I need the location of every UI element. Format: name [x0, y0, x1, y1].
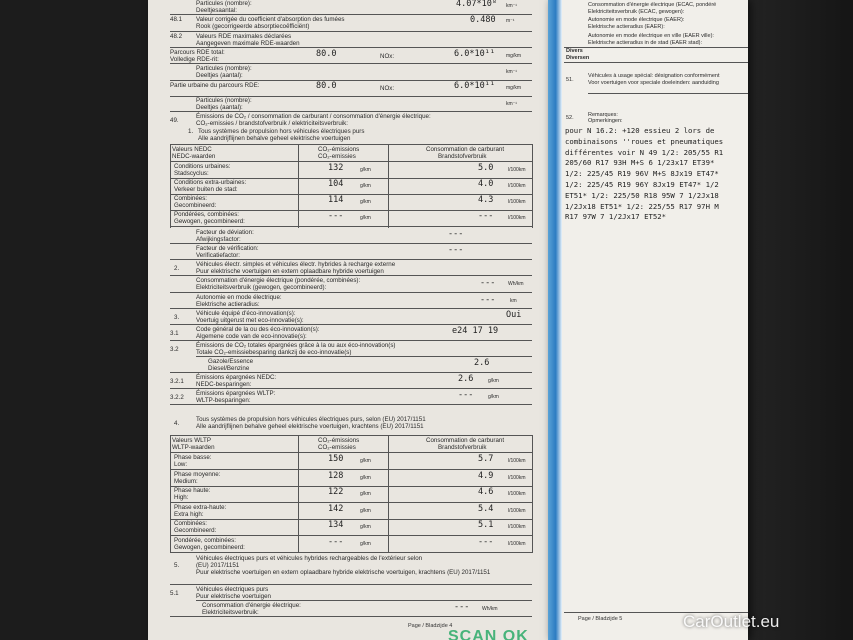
row-sublabel: Verificatiefactor: [196, 252, 241, 259]
divider [170, 47, 532, 48]
row-sublabel: Elektrische actieradius in de stad (EAER stad): [588, 39, 703, 46]
table-border [388, 435, 389, 553]
divider [170, 340, 532, 341]
wltp-fuel-unit: l/100km [508, 541, 526, 547]
wltp-co2-value: 150 [328, 454, 344, 464]
nedc-table-top [170, 144, 532, 145]
nedc-co2-value: --- [328, 211, 344, 221]
wltp-row-sublabel: High: [174, 494, 189, 501]
nedc-fuel-unit: l/100km [508, 167, 526, 173]
row-value: 0.480 [470, 15, 496, 25]
section-title: Véhicules électr. simples et véhicules électr. hybrides à recharge externe [196, 261, 396, 268]
nedc-row-sublabel: Verkeer buiten de stad: [174, 186, 238, 193]
wltp-header-co2-nl: CO₂-emissies [318, 444, 356, 451]
row-sublabel: Elektriciteitsverbruik: [202, 609, 259, 616]
right-row-eaer-city [588, 33, 714, 46]
wltp-co2-unit: g/km [360, 524, 371, 530]
row-label: Consommation d'énergie électrique (pondérée, combinées): [196, 277, 361, 284]
nox-label: NOx: [380, 85, 395, 92]
section-subtitle: Algemene code van de eco-innovatie(s): [196, 333, 307, 340]
row-label: Facteur de vérification: [196, 245, 259, 252]
nedc-row-sublabel: Gecombineerd: [174, 202, 217, 209]
row-value: --- [458, 390, 474, 400]
nedc-row-sublabel: Gewogen, gecombineerd: [174, 218, 245, 225]
divider [170, 535, 532, 536]
remarks-line: ET51* 1/2: 225/50 R18 95W 7 1/2Jx18 [565, 190, 719, 200]
wltp-row-label: Phase moyenne: [174, 471, 221, 478]
row-sublabel: Elektrische actieradius (EAER): [588, 23, 665, 30]
row-value: --- [448, 229, 464, 239]
nedc-fuel-unit: l/100km [508, 199, 526, 205]
wltp-header-col1: Valeurs WLTP [172, 437, 211, 444]
wltp-header-fuel: Consommation de carburant [426, 437, 505, 444]
row-unit: m⁻¹ [506, 18, 515, 24]
row-unit: mg/km [506, 53, 521, 59]
nedc-co2-unit: g/km [360, 215, 371, 221]
nedc-row-label: Conditions extra-urbaines: [174, 179, 247, 186]
section-title: Code général de la ou des éco-innovation(s): [196, 326, 320, 333]
wltp-row-sublabel: Gewogen, gecombineerd: [174, 544, 245, 551]
nedc-co2-value: 132 [328, 163, 344, 173]
nedc-co2-value: 114 [328, 195, 344, 205]
divider [588, 93, 748, 94]
row-label: Consommation d'énergie électrique (ECAC, pondéré [588, 2, 717, 8]
section-number: 3.1 [170, 330, 179, 337]
section-number: 3.2.1 [170, 378, 184, 385]
nedc-row-label: Combinées: [174, 195, 208, 202]
row-label: Consommation d'énergie électrique: [202, 602, 301, 609]
wltp-co2-unit: g/km [360, 491, 371, 497]
divider [170, 63, 532, 64]
scan-ok-stamp: SCAN OK [448, 628, 529, 640]
row-unit: g/km [488, 378, 499, 384]
wltp-co2-unit: g/km [360, 508, 371, 514]
row-label: Valeur corrigée du coefficient d'absorption des fumées [196, 16, 345, 23]
row-value: --- [448, 245, 464, 255]
table-border [532, 144, 533, 228]
row-sublabel: Deeltjes (aantal): [196, 104, 243, 111]
wltp-fuel-unit: l/100km [508, 508, 526, 514]
section-number: 3.2 [170, 346, 179, 353]
wltp-row-sublabel: Medium: [174, 478, 198, 485]
remarks-line: R17 97W 7 1/2Jx17 ET52* [565, 212, 667, 222]
row-label: Valeurs RDE maximales déclarées [196, 33, 292, 40]
wltp-row-label: Combinées: [174, 520, 208, 527]
nedc-row-label: Conditions urbaines: [174, 163, 231, 170]
row-unit: Wh/km [482, 606, 498, 612]
row-unit: km⁻¹ [506, 69, 517, 75]
section-subtitle: Opmerkingen: [588, 118, 623, 124]
divider [170, 308, 532, 309]
section-subtitle: Voor voertuigen voor speciale doeleinden: aanduiding [588, 80, 719, 86]
section-title: Tous systèmes de propulsion hors véhicules électriques purs, selon (EU) 2017/1151 [196, 416, 426, 423]
divers-heading [566, 48, 589, 61]
row-label: Autonomie en mode électrique (EAER): [588, 17, 685, 23]
nedc-fuel-unit: l/100km [508, 183, 526, 189]
divider [170, 388, 532, 389]
row-sublabel: Volledige RDE-rit: [170, 56, 219, 63]
row-sublabel: Elektrische actieradius: [196, 301, 260, 308]
wltp-co2-value: 122 [328, 487, 344, 497]
nedc-header-col1-nl: NEDC-waarden [172, 153, 216, 160]
section-title: Tous systèmes de propulsion hors véhicules électriques purs [198, 128, 365, 135]
divider [170, 111, 532, 112]
watermark-tld: .eu [755, 612, 780, 631]
document-page-4 [148, 0, 548, 640]
wltp-row-label: Pondérée, combinées: [174, 537, 236, 544]
wltp-co2-value: --- [328, 537, 344, 547]
divider [170, 552, 532, 553]
wltp-header-co2: CO₂-émissions [318, 437, 360, 444]
section-number: 5.1 [170, 590, 179, 597]
eco-code-value: e24 17 19 [452, 326, 499, 336]
row-label: Particules (nombre): [196, 97, 252, 104]
remarks-line: combinaisons ''roues et pneumatiques [565, 136, 724, 146]
row-unit: mg/km [506, 85, 521, 91]
wltp-fuel-unit: l/100km [508, 458, 526, 464]
row-label: Parcours RDE total: [170, 49, 225, 56]
wltp-fuel-value: --- [478, 537, 494, 547]
section-title: Véhicule équipé d'éco-innovation(s): [196, 310, 296, 317]
wltp-fuel-value: 4.9 [478, 471, 494, 481]
eco-innovation-value: Oui [506, 310, 522, 320]
section-title: Véhicules à usage spécial: désignation conformément [588, 73, 720, 79]
row-number: 48.2 [170, 33, 183, 40]
nedc-row-label: Pondérées, combinées: [174, 211, 240, 218]
row-label: Autonomie en mode électrique: [196, 294, 282, 301]
divider [170, 372, 532, 373]
wltp-fuel-unit: l/100km [508, 524, 526, 530]
section-number: 51. [566, 77, 574, 83]
divider [196, 356, 532, 357]
row-value: 80.0 [316, 81, 337, 91]
divider [170, 452, 532, 453]
nedc-header-fuel: Consommation de carburant [426, 146, 505, 153]
wltp-row-label: Phase extra-haute: [174, 504, 227, 511]
section-title: Véhicules électriques purs [196, 586, 269, 593]
divider [564, 47, 748, 48]
remarks-line: différentes voir N 49 1/2: 205/55 R1 [565, 147, 724, 157]
caroutlet-watermark [683, 612, 779, 632]
row-value: 2.6 [458, 374, 474, 384]
section-subtitle: Alle aandrijflijnen behalve geheel elektrische voertuigen [198, 135, 351, 142]
section-title: Émissions épargnées NEDC: [196, 374, 277, 381]
row-label: Particules (nombre): [196, 0, 252, 7]
remarks-line: pour N 16.2: +120 essieu 2 lors de [565, 126, 715, 135]
nedc-header-co2: CO₂-émissions [318, 146, 360, 153]
divider [170, 161, 532, 162]
row-label: Gazole/Essence [208, 358, 254, 365]
section-number: 3. [174, 314, 180, 321]
section-subtitle: Puur elektrische voertuigen en extern oplaadbare hybride elektrische voertuigen, krachtens (EU) 2017/1151 [196, 569, 491, 576]
document-page-5 [548, 0, 748, 640]
wltp-fuel-unit: l/100km [508, 475, 526, 481]
page-footer: Page / Bladzijde 5 [578, 616, 623, 622]
right-row-eaer [588, 17, 684, 30]
row-unit: km⁻¹ [506, 3, 517, 9]
wltp-row-label: Phase basse: [174, 454, 212, 461]
section-subtitle: CO₂-emissies / brandstofverbruik / elektriciteitsverbruik: [196, 120, 348, 127]
nedc-fuel-value: 4.0 [478, 179, 494, 189]
wltp-table-top [170, 435, 532, 436]
divider [170, 324, 532, 325]
divider [170, 259, 532, 260]
divider [170, 584, 532, 585]
wltp-fuel-value: 5.7 [478, 454, 494, 464]
nox-value: 6.0*10¹¹ [454, 81, 495, 91]
row-sublabel: Elektriciteitsverbruik (ECAC, gewogen): [588, 8, 685, 15]
nedc-fuel-unit: l/100km [508, 215, 526, 221]
blue-margin-strip [548, 0, 562, 640]
section-subtitle: NEDC-besparingen: [196, 381, 252, 388]
row-sublabel: Afwijkingsfactor: [196, 236, 241, 243]
wltp-fuel-value: 4.6 [478, 487, 494, 497]
row-value: 4.07*10⁸ [456, 0, 497, 9]
row-label: Facteur de déviation: [196, 229, 254, 236]
section-number: 4. [174, 420, 180, 427]
nedc-co2-unit: g/km [360, 199, 371, 205]
row-unit: g/km [488, 394, 499, 400]
section-subtitle: Puur elektrische voertuigen [196, 593, 271, 600]
table-border [298, 435, 299, 553]
section-subtitle: Totale CO₂-emissiebesparing dankzij de eco-innovatie(s) [196, 349, 352, 356]
wltp-fuel-unit: l/100km [508, 491, 526, 497]
right-row-ecac [588, 2, 716, 15]
table-border [532, 435, 533, 553]
wltp-co2-value: 134 [328, 520, 344, 530]
row-label: Autonomie en mode électrique en ville (EAER ville): [588, 33, 714, 39]
divider [196, 600, 532, 601]
section-number: 52. [566, 115, 574, 121]
nox-label: NOx: [380, 53, 395, 60]
row-number: 48.1 [170, 16, 183, 23]
background-right [748, 0, 853, 640]
section-number: 3.2.2 [170, 394, 184, 401]
row-value: 2.6 [474, 358, 490, 368]
nox-value: 6.0*10¹¹ [454, 49, 495, 59]
table-border [298, 144, 299, 228]
wltp-row-sublabel: Gecombineerd: [174, 527, 217, 534]
row-value: --- [480, 278, 496, 288]
row-unit: Wh/km [508, 281, 524, 287]
nedc-co2-unit: g/km [360, 183, 371, 189]
wltp-co2-unit: g/km [360, 541, 371, 547]
section-title: Véhicules électriques purs et véhicules hybrides rechargeables de l'extérieur selon (EU) 2017/1151 [196, 555, 423, 569]
section-title: Émissions épargnées WLTP: [196, 390, 276, 397]
row-sublabel: Deeltjes (aantal): [196, 72, 243, 79]
nedc-header-co2-nl: CO₂-emissies [318, 153, 356, 160]
nedc-co2-value: 104 [328, 179, 344, 189]
row-label: Partie urbaine du parcours RDE: [170, 82, 260, 89]
remarks-line: 1/2: 225/45 R19 96V M+S 8Jx19 ET47* [565, 169, 719, 179]
row-unit: km [510, 298, 517, 304]
row-value: --- [480, 295, 496, 305]
wltp-fuel-value: 5.1 [478, 520, 494, 530]
divers-label: Divers [566, 48, 583, 54]
divider [170, 616, 532, 617]
section-number: 2. [174, 265, 180, 272]
row-sublabel: Aangegeven maximale RDE-waarden [196, 40, 300, 47]
section-title: Remarques: [588, 112, 618, 118]
remarks-line: 1/2: 225/45 R19 96Y 8Jx19 ET47* 1/2 [565, 180, 719, 189]
table-border [170, 144, 171, 228]
wltp-header-col1-nl: WLTP-waarden [172, 444, 215, 451]
nedc-header-col1: Valeurs NEDC [172, 146, 212, 153]
divider [170, 226, 532, 227]
wltp-row-sublabel: Low: [174, 461, 188, 468]
divider [170, 31, 532, 32]
section-subtitle: WLTP-besparingen: [196, 397, 251, 404]
section-title: Émissions de CO₂ totales épargnées grâce à la ou aux éco-innovation(s) [196, 342, 396, 349]
section-number: 5. [174, 562, 180, 569]
row-sublabel: Rook (gecorrigeerde absorptiecoëfficiënt) [196, 23, 310, 30]
page-footer: Page / Bladzijde 4 [408, 623, 453, 629]
row-sublabel: Deeltjesaantal: [196, 7, 237, 14]
wltp-co2-value: 142 [328, 504, 344, 514]
wltp-row-label: Phase haute: [174, 487, 211, 494]
row-value: 80.0 [316, 49, 337, 59]
divider [170, 243, 532, 244]
row-sublabel: Diesel/Benzine [208, 365, 250, 372]
wltp-header-fuel-nl: Brandstofverbruik [438, 444, 487, 451]
section-subtitle: Voertuig uitgerust met eco-innovatie(s): [196, 317, 304, 324]
section-subtitle: Puur elektrische voertuigen en extern oplaadbare hybride voertuigen [196, 268, 384, 275]
table-border [388, 144, 389, 228]
divider [170, 404, 532, 405]
watermark-brand: CarOutlet [683, 612, 756, 631]
wltp-fuel-value: 5.4 [478, 504, 494, 514]
nedc-fuel-value: --- [478, 211, 494, 221]
section-subtitle: Alle aandrijflijnen behalve geheel elektrische voertuigen, krachtens (EU) 2017/1151 [196, 423, 424, 430]
wltp-row-sublabel: Extra high: [174, 511, 204, 518]
section-number: 1. [188, 128, 194, 135]
remarks-line: 205/60 R17 93H M+S 6 1/23x17 ET39* [565, 158, 715, 168]
row-sublabel: Elektriciteitsverbruik (gewogen, gecombineerd): [196, 284, 327, 291]
section-title: Émissions de CO₂ / consommation de carburant / consommation d'énergie électrique: [196, 113, 431, 120]
nedc-row-sublabel: Stadscyclus: [174, 170, 209, 177]
divider [170, 469, 532, 470]
nedc-fuel-value: 4.3 [478, 195, 494, 205]
nedc-co2-unit: g/km [360, 167, 371, 173]
row-value: --- [454, 602, 470, 612]
table-border [170, 435, 171, 553]
diversen-label: Diversen [566, 54, 590, 61]
wltp-co2-unit: g/km [360, 458, 371, 464]
wltp-co2-value: 128 [328, 471, 344, 481]
divider [170, 502, 532, 503]
divider [170, 292, 532, 293]
wltp-co2-unit: g/km [360, 475, 371, 481]
remarks-line: 1/2Jx18 ET51* 1/2: 225/55 R17 97H M [565, 201, 719, 211]
nedc-header-fuel-nl: Brandstofverbruik [438, 153, 487, 160]
section-number: 49. [170, 117, 179, 124]
row-label: Particules (nombre): [196, 65, 252, 72]
divider [564, 62, 748, 63]
row-unit: km⁻¹ [506, 101, 517, 107]
nedc-fuel-value: 5.0 [478, 163, 494, 173]
divider [170, 275, 532, 276]
